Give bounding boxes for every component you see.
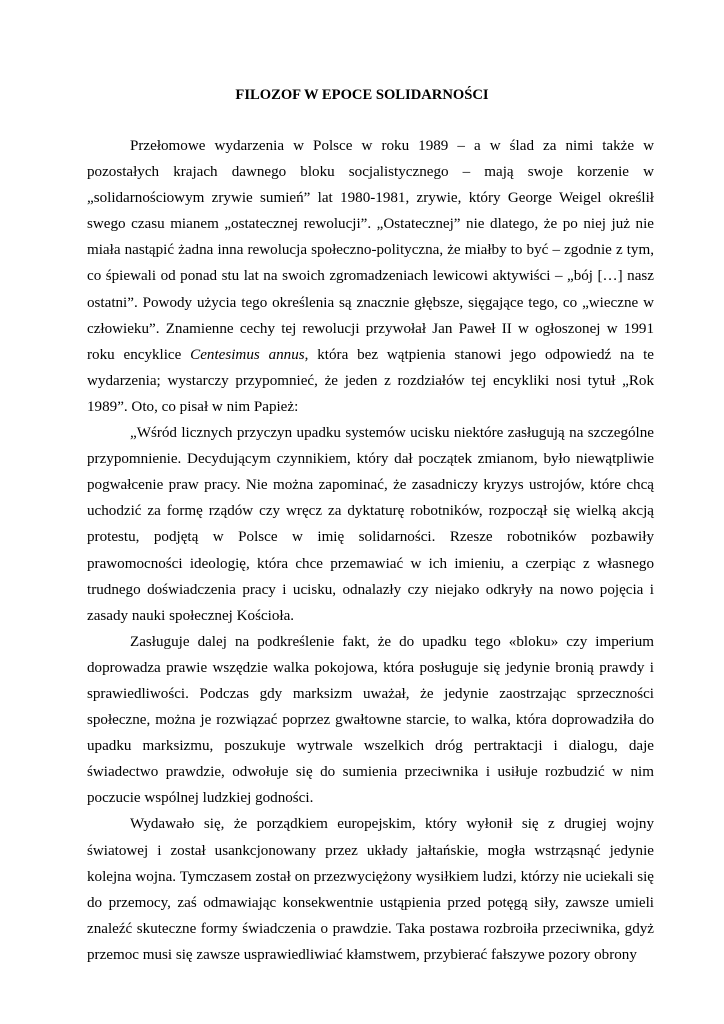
encyclical-title: Centesimus annus (190, 346, 305, 363)
document-title: FILOZOF W EPOCE SOLIDARNOŚCI (235, 87, 489, 103)
paragraph-intro-text-1: Przełomowe wydarzenia w Polsce w roku 1989 – a w ślad za nimi także w pozostałych krajach dawnego bloku socjalistycznego – mają swoje korzenie w „solidarnościowym zrywie sumień” lat 1980-1981, zrywie, który George Weigel określił swego czasu mianem „ostatecznej rewolucji”. „Ostatecznej” nie dlatego, że po niej już nie miała nastąpić żadna inna rewolucja społeczno-polityczna, że miałby to być – zgodnie z tym, co śpiewali od ponad stu lat na swoich zgromadzeniach lewicowi aktywiści – „bój […] nasz ostatni”. Powody użycia tego określenia są znacznie głębsze, sięgające tego, co „wieczne w człowieku”. Znamienne cechy tej rewolucji przywołał Jan Paweł II w ogłoszonej w 1991 roku encyklice (87, 138, 654, 363)
paragraph-quote-3: Wydawało się, że porządkiem europejskim, który wyłonił się z drugiej wojny światowej i został usankcjonowany przez układy jałtańskie, mogła wstrząsnąć jedynie kolejna wojna. Tymczasem został on przezwyciężony wysiłkiem ludzi, którzy nie uciekali się do przemocy, zaś odmawiając konsekwentnie ustąpienia przed potęgą siły, zawsze umieli znaleźć skuteczne formy świadczenia o prawdzie. Taka postawa rozbroiła przeciwnika, gdyż przemoc musi się zawsze usprawiedliwiać kłamstwem, przybierać fałszywe pozory obrony (87, 816, 654, 963)
paragraph-quote-1: „Wśród licznych przyczyn upadku systemów ucisku niektóre zasługują na szczególne przypomnienie. Decydującym czynnikiem, który dał początek zmianom, było niewątpliwie pogwałcenie praw pracy. Nie można zapominać, że zasadniczy kryzys ustrojów, które chcą uchodzić za formę rządów czy wręcz za dyktaturę robotników, rozpoczął się wielką akcją protestu, podjętą w Polsce w imię solidarności. Rzesze robotników pozbawiły prawomocności ideologię, która chce przemawiać w ich imieniu, a czerpiąc z własnego trudnego doświadczenia pracy i ucisku, odnalazły czy niejako odkryły na nowo pojęcia i zasady nauki społecznej Kościoła. (87, 425, 654, 624)
paragraph-intro-text-2: , która bez wątpienia stanowi jego odpowiedź na te wydarzenia; wystarczy przypomnieć, że jeden z rozdziałów tej encykliki nosi tytuł „Rok 1989”. Oto, co pisał w nim Papież: (87, 346, 654, 415)
paragraph-intro (87, 133, 654, 420)
paragraph-quote-2: Zasługuje dalej na podkreślenie fakt, że do upadku tego «bloku» czy imperium doprowadza prawie wszędzie walka pokojowa, która posługuje się jedynie bronią prawdy i sprawiedliwości. Podczas gdy marksizm uważał, że jedynie zaostrzając sprzeczności społeczne, można je rozwiązać poprzez gwałtowne starcie, to walka, która doprowadziła do upadku marksizmu, poszukuje wytrwale wszelkich dróg pertraktacji i dialogu, daje świadectwo prawdzie, odwołuje się do sumienia przeciwnika i usiłuje rozbudzić w nim poczucie wspólnej ludzkiej godności. (87, 633, 654, 807)
document-body (87, 133, 654, 968)
